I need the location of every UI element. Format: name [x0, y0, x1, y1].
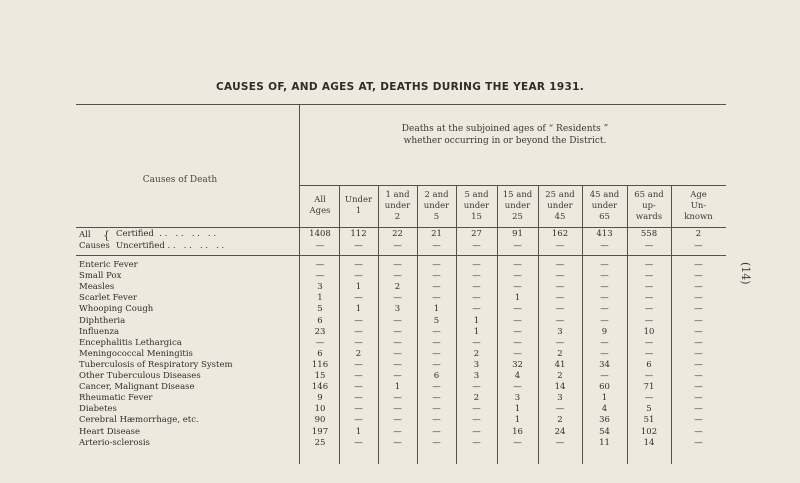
causes-header: Causes of Death — [142, 175, 218, 185]
table-cell: — — [513, 241, 522, 251]
column-header — [671, 186, 726, 226]
table-cell: — — [694, 326, 703, 337]
column-header — [538, 186, 582, 226]
column-header-line: Ages — [309, 206, 331, 216]
table-cell: 4 — [514, 371, 521, 381]
column-header-line: 65 — [599, 211, 610, 222]
table-cell: 2 — [557, 415, 563, 426]
table-cell: 3 — [394, 304, 401, 315]
table-cell: — — [600, 337, 609, 348]
table-cell: — — [472, 382, 481, 393]
table-cell: 14 — [554, 382, 566, 393]
table-cell: 1408 — [309, 229, 331, 239]
table-cell: — — [644, 393, 654, 404]
table-cell: 4 — [601, 404, 608, 415]
table-cell: 15 — [314, 371, 326, 381]
table-cell: 413 — [596, 229, 613, 239]
table-cell: 146 — [311, 382, 329, 393]
table-cell: 24 — [554, 426, 566, 437]
table-cell: 6 — [646, 359, 652, 370]
table-cell: — — [354, 271, 363, 282]
deaths-caption — [300, 123, 710, 147]
table-cell: — — [644, 337, 654, 348]
column-header-line: 25 and — [545, 189, 575, 200]
table-cell: 41 — [554, 359, 566, 370]
column-header-line: wards — [635, 211, 663, 222]
table-cell: — — [472, 404, 481, 415]
table-cell: — — [694, 260, 703, 270]
table-cell: — — [644, 271, 654, 282]
table-cell: — — [432, 241, 441, 251]
table-cell: 3 — [557, 393, 563, 404]
page-number: (14) — [739, 262, 752, 285]
row-label: Small Pox — [79, 271, 122, 282]
column-header-line: under — [423, 200, 450, 211]
table-cell: 1 — [433, 304, 440, 315]
row-label: Enteric Fever — [79, 260, 138, 270]
column-header-line: Under — [344, 195, 373, 205]
table-cell: 3 — [557, 326, 563, 337]
table-cell: — — [472, 271, 481, 282]
row-label: Uncertified . . . . . . . . — [116, 241, 225, 251]
table-cell: 5 — [433, 315, 440, 326]
table-cell: — — [393, 293, 402, 304]
table-cell: — — [513, 271, 522, 282]
table-cell: 23 — [314, 326, 326, 337]
column-header-line: 5 and — [464, 189, 489, 200]
table-cell: — — [432, 348, 441, 359]
table-cell: — — [393, 326, 402, 337]
table-cell: — — [513, 437, 522, 448]
table-cell: — — [694, 348, 703, 359]
table-cell: — — [354, 437, 363, 448]
table-cell: — — [472, 260, 481, 270]
table-cell: — — [354, 293, 363, 304]
table-cell: 1 — [473, 315, 480, 326]
row-label: Whooping Cough — [79, 304, 154, 315]
table-cell: — — [555, 271, 565, 282]
table-cell: — — [600, 371, 609, 381]
column-header-line: 1 and — [385, 189, 410, 200]
table-cell: — — [600, 293, 609, 304]
table-cell: — — [555, 315, 565, 326]
table-cell: — — [393, 393, 402, 404]
table-cell: 1 — [355, 426, 362, 437]
table-cell: — — [513, 282, 522, 293]
column-header-line: 1 — [355, 206, 362, 216]
table-cell: — — [472, 241, 481, 251]
table-cell: 2 — [557, 371, 563, 381]
table-cell: — — [644, 315, 654, 326]
table-cell: — — [644, 241, 654, 251]
table-cell: 2 — [394, 282, 401, 293]
column-header — [417, 186, 456, 226]
table-cell: — — [432, 271, 441, 282]
column-header-line: 15 and — [502, 189, 533, 200]
table-cell: — — [694, 337, 703, 348]
table-cell: — — [472, 426, 481, 437]
row-label: Rheumatic Fever — [79, 393, 153, 404]
table-cell: — — [694, 241, 703, 251]
table-cell: — — [354, 326, 363, 337]
table-cell: — — [393, 404, 402, 415]
table-cell: 6 — [317, 315, 323, 326]
table-cell: — — [432, 260, 441, 270]
table-cell: — — [432, 404, 441, 415]
table-cell: — — [354, 371, 363, 381]
table-cell: 60 — [599, 382, 610, 393]
table-cell: 32 — [512, 359, 523, 370]
table-cell: — — [393, 260, 402, 270]
table-cell: — — [555, 437, 565, 448]
table-cell: 9 — [601, 326, 608, 337]
column-header — [456, 186, 497, 226]
table-cell: — — [472, 282, 481, 293]
table-cell: 25 — [314, 437, 326, 448]
table-cell: 36 — [599, 415, 610, 426]
row-label: Tuberculosis of Respiratory System — [79, 359, 233, 370]
row-label: Certified . . . . . . . . — [116, 229, 217, 239]
table-cell: — — [315, 337, 325, 348]
table-cell: — — [513, 315, 522, 326]
table-cell: — — [393, 241, 402, 251]
table-cell: 6 — [433, 371, 440, 381]
row-label: Heart Disease — [79, 426, 141, 437]
table-cell: — — [600, 315, 609, 326]
table-cell: — — [432, 337, 441, 348]
table-cell: 162 — [551, 229, 569, 239]
table-cell: 2 — [473, 393, 480, 404]
table-cell: — — [393, 371, 402, 381]
column-header-line: 45 — [554, 211, 566, 222]
table-cell: — — [555, 304, 565, 315]
table-cell: — — [393, 415, 402, 426]
rule-header-bottom — [76, 227, 726, 228]
table-cell: 2 — [355, 348, 362, 359]
table-cell: — — [555, 337, 565, 348]
table-cell: — — [513, 260, 522, 270]
table-cell: 9 — [317, 393, 323, 404]
table-cell: 14 — [643, 437, 655, 448]
table-cell: — — [354, 241, 363, 251]
table-cell: 1 — [473, 326, 480, 337]
column-header-line: 2 and — [424, 189, 449, 200]
row-label: Meningococcal Meningitis — [79, 348, 193, 359]
table-cell: — — [694, 404, 703, 415]
table-cell: 558 — [640, 229, 658, 239]
table-cell: — — [513, 382, 522, 393]
table-cell: — — [694, 315, 703, 326]
table-cell: 1 — [394, 382, 401, 393]
table-cell: — — [354, 382, 363, 393]
table-cell: — — [600, 271, 609, 282]
table-cell: 1 — [514, 404, 521, 415]
row-label: Encephalitis Lethargica — [79, 337, 182, 348]
table-cell: 1 — [317, 293, 323, 304]
column-header-line: Age — [690, 189, 707, 200]
row-label: Other Tuberculous Diseases — [79, 371, 201, 381]
table-cell: — — [354, 315, 363, 326]
table-cell: 197 — [311, 426, 329, 437]
column-header — [301, 186, 339, 226]
table-cell: 2 — [473, 348, 480, 359]
column-header-line: under — [463, 200, 490, 211]
table-cell: 3 — [473, 359, 480, 370]
table-cell: — — [694, 382, 703, 393]
table-cell: 51 — [643, 415, 655, 426]
table-cell: — — [432, 359, 441, 370]
table-cell: — — [472, 304, 481, 315]
row-label: Diabetes — [79, 404, 117, 415]
totals-brace-icon: { — [103, 229, 110, 242]
table-cell: — — [555, 282, 565, 293]
table-cell: — — [513, 304, 522, 315]
row-label: Measles — [79, 282, 115, 293]
table-cell: 102 — [640, 426, 658, 437]
column-header — [497, 186, 538, 226]
table-cell: — — [644, 293, 654, 304]
column-header-line: up- — [642, 200, 656, 211]
table-cell: 10 — [314, 404, 326, 415]
table-cell: 6 — [317, 348, 323, 359]
table-cell: — — [354, 415, 363, 426]
row-label: Scarlet Fever — [79, 293, 137, 304]
table-cell: — — [694, 304, 703, 315]
table-cell: 3 — [473, 371, 480, 381]
column-header-line: under — [591, 200, 618, 211]
row-label: Cancer, Malignant Disease — [79, 382, 195, 393]
table-cell: — — [644, 371, 654, 381]
table-cell: 1 — [514, 293, 521, 304]
row-label: Arterio-sclerosis — [79, 437, 150, 448]
table-cell: — — [393, 315, 402, 326]
table-cell: — — [513, 348, 522, 359]
column-header-line: Un- — [690, 200, 707, 211]
table-cell: — — [432, 415, 441, 426]
row-label: Cerebral Hæmorrhage, etc. — [79, 415, 199, 426]
table-cell: — — [555, 293, 565, 304]
table-cell: 71 — [643, 382, 655, 393]
column-header-line: All — [314, 195, 326, 205]
table-cell: — — [600, 304, 609, 315]
table-cell: — — [555, 241, 565, 251]
row-label: Influenza — [79, 326, 120, 337]
column-header — [582, 186, 627, 226]
table-cell: 112 — [350, 229, 367, 239]
column-header-line: 5 — [433, 211, 440, 222]
column-header — [339, 186, 378, 226]
column-header-line: 65 and — [634, 189, 664, 200]
table-cell: — — [644, 282, 654, 293]
table-cell: — — [694, 271, 703, 282]
column-header-line: known — [684, 211, 713, 222]
column-header — [378, 186, 417, 226]
column-header-line: under — [547, 200, 573, 211]
table-cell: — — [513, 326, 522, 337]
table-cell: 11 — [599, 437, 610, 448]
table-cell: — — [555, 404, 565, 415]
table-cell: 90 — [314, 415, 326, 426]
table-cell: — — [354, 260, 363, 270]
column-header-line: 45 and — [589, 189, 620, 200]
table-cell: 54 — [599, 426, 610, 437]
table-cell: — — [432, 437, 441, 448]
table-cell: 3 — [514, 393, 521, 404]
table-cell: 5 — [317, 304, 323, 315]
table-cell: — — [472, 337, 481, 348]
column-header-line: 2 — [394, 211, 401, 222]
table-cell: — — [432, 382, 441, 393]
table-cell: — — [694, 437, 703, 448]
table-cell: — — [472, 293, 481, 304]
table-cell: — — [432, 326, 441, 337]
table-cell: 2 — [695, 229, 702, 239]
table-cell: — — [472, 437, 481, 448]
table-cell: 22 — [392, 229, 403, 239]
table-cell: — — [432, 282, 441, 293]
table-cell: 1 — [514, 415, 521, 426]
table-cell: — — [354, 359, 363, 370]
column-header-line: 25 — [512, 211, 523, 222]
table-cell: — — [393, 348, 402, 359]
table-cell: 91 — [512, 229, 523, 239]
table-cell: 10 — [643, 326, 655, 337]
table-cell: — — [354, 393, 363, 404]
table-cell: 1 — [355, 282, 362, 293]
table-cell: — — [694, 426, 703, 437]
table-cell: — — [694, 415, 703, 426]
column-header-line: under — [384, 200, 411, 211]
table-cell: — — [393, 426, 402, 437]
table-cell: — — [694, 293, 703, 304]
table-cell: — — [644, 304, 654, 315]
table-cell: — — [600, 282, 609, 293]
table-cell: — — [432, 426, 441, 437]
table-cell: — — [315, 241, 325, 251]
table-cell: — — [393, 271, 402, 282]
table-cell: — — [694, 359, 703, 370]
table-cell: — — [354, 404, 363, 415]
rule-top — [76, 104, 726, 105]
totals-group-line1: All — [79, 230, 91, 240]
table-cell: — — [600, 348, 609, 359]
table-cell: — — [694, 371, 703, 381]
row-label: Diphtheria — [79, 315, 126, 326]
table-cell: — — [513, 337, 522, 348]
table-cell: — — [694, 393, 703, 404]
rule-causes-divider — [299, 104, 300, 464]
table-cell: — — [393, 359, 402, 370]
table-cell: — — [555, 260, 565, 270]
table-cell: — — [393, 437, 402, 448]
rule-totals-bottom — [76, 255, 726, 256]
table-cell: 1 — [601, 393, 608, 404]
table-cell: 16 — [512, 426, 523, 437]
column-header-line: under — [504, 200, 531, 211]
table-cell: — — [315, 260, 325, 270]
table-cell: 34 — [599, 359, 610, 370]
table-cell: — — [432, 293, 441, 304]
table-cell: — — [472, 415, 481, 426]
table-cell: 3 — [317, 282, 323, 293]
deaths-caption-line1: Deaths at the subjoined ages of “ Residents ” — [401, 124, 609, 134]
table-cell: — — [644, 260, 654, 270]
table-cell: 116 — [311, 359, 329, 370]
table-cell: — — [432, 393, 441, 404]
table-cell: — — [644, 348, 654, 359]
table-cell: — — [393, 337, 402, 348]
table-cell: 1 — [355, 304, 362, 315]
table-cell: 21 — [431, 229, 442, 239]
table-cell: — — [694, 282, 703, 293]
table-cell: — — [600, 260, 609, 270]
deaths-caption-line2: whether occurring in or beyond the District. — [403, 136, 607, 146]
table-cell: 5 — [646, 404, 652, 415]
table-cell: — — [600, 241, 609, 251]
table-cell: — — [315, 271, 325, 282]
page-title: CAUSES OF, AND AGES AT, DEATHS DURING THE YEAR 1931. — [216, 81, 584, 93]
totals-group-line2: Causes — [79, 241, 110, 251]
table-cell: 27 — [471, 229, 482, 239]
table-cell: 2 — [557, 348, 563, 359]
column-header — [627, 186, 671, 226]
table-cell: — — [354, 337, 363, 348]
column-header-line: 15 — [471, 211, 482, 222]
